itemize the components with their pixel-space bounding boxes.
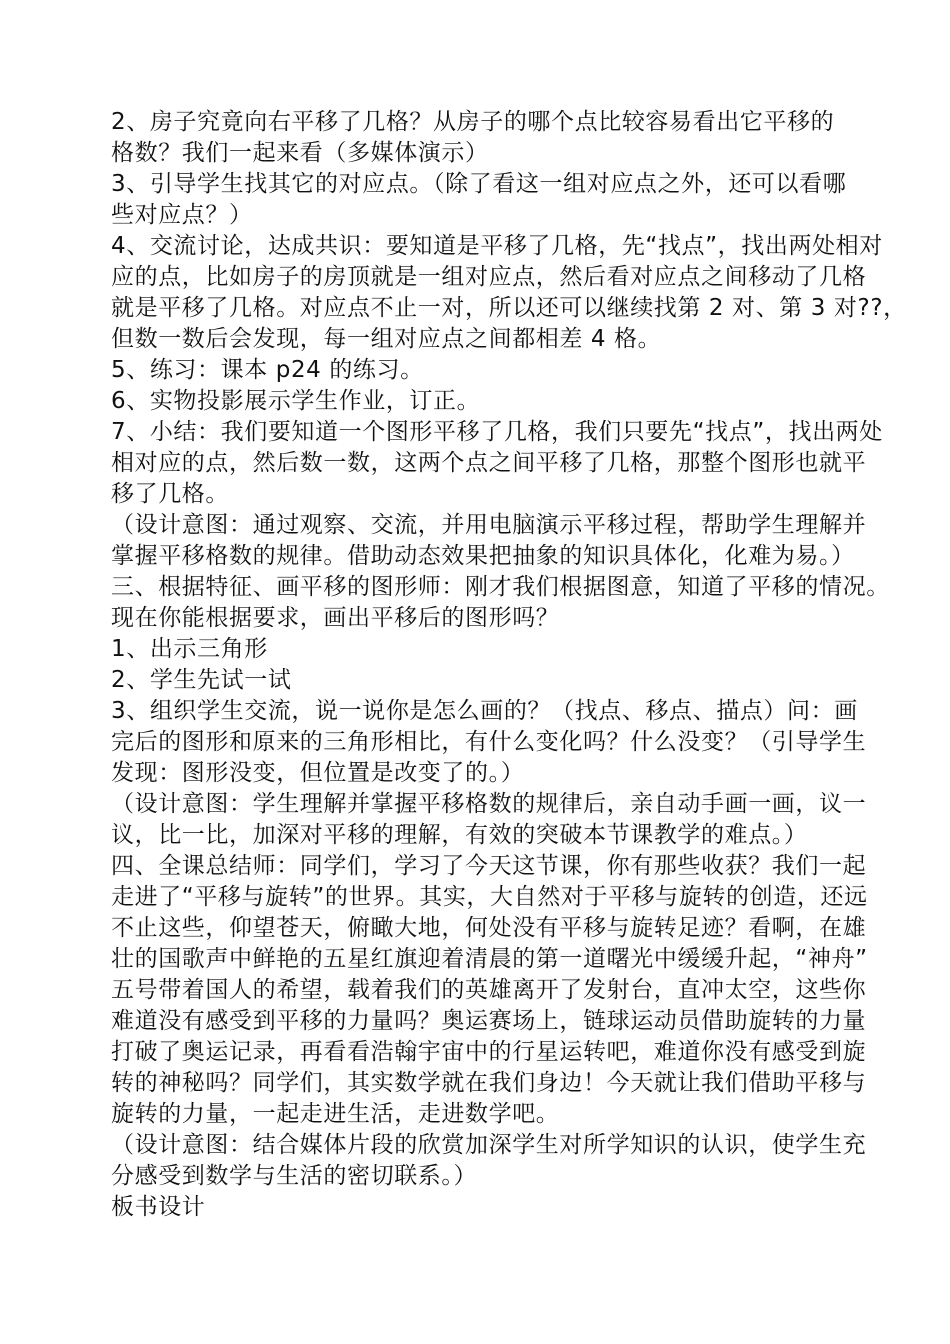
text-line: 转的神秘吗？同学们，其实数学就在我们身边！今天就让我们借助平移与 xyxy=(111,1070,867,1096)
text-line: （设计意图：结合媒体片段的欣赏加深学生对所学知识的认识，使学生充 xyxy=(111,1132,867,1158)
text-line: 四、全课总结师：同学们，学习了今天这节课，你有那些收获？我们一起 xyxy=(111,853,867,879)
text-line: 相对应的点，然后数一数，这两个点之间平移了几格，那整个图形也就平 xyxy=(111,450,867,476)
text-line: 2、学生先试一试 xyxy=(111,667,292,693)
text-line: 6、实物投影展示学生作业，订正。 xyxy=(111,388,481,414)
text-line: 五号带着国人的希望，载着我们的英雄离开了发射台，直冲太空，这些你 xyxy=(111,977,867,1003)
text-line: 就是平移了几格。对应点不止一对，所以还可以继续找第 2 对、第 3 对??， xyxy=(111,295,907,321)
text-line: （设计意图：通过观察、交流，并用电脑演示平移过程，帮助学生理解并 xyxy=(111,512,867,538)
text-line: （设计意图：学生理解并掌握平移格数的规律后，亲自动手画一画，议一 xyxy=(111,791,867,817)
document-page xyxy=(111,107,907,1223)
text-line: 完后的图形和原来的三角形相比，有什么变化吗？什么没变？（引导学生 xyxy=(111,729,867,755)
text-line: 分感受到数学与生活的密切联系。） xyxy=(111,1163,478,1189)
text-line: 5、练习：课本 p24 的练习。 xyxy=(111,357,424,383)
text-line: 格数？我们一起来看（多媒体演示） xyxy=(111,140,489,166)
text-line: 壮的国歌声中鲜艳的五星红旗迎着清晨的第一道曙光中缓缓升起，“神舟” xyxy=(111,946,868,972)
text-line: 4、交流讨论，达成共识：要知道是平移了几格，先“找点”，找出两处相对 xyxy=(111,233,883,259)
text-line: 些对应点？） xyxy=(111,202,253,228)
document-body xyxy=(111,107,907,1223)
text-line: 发现：图形没变，但位置是改变了的。） xyxy=(111,760,525,786)
text-line: 1、出示三角形 xyxy=(111,636,268,662)
text-line: 不止这些，仰望苍天，俯瞰大地，何处没有平移与旋转足迹？看啊，在雄 xyxy=(111,915,867,941)
text-line: 旋转的力量，一起走进生活，走进数学吧。 xyxy=(111,1101,560,1127)
text-line: 掌握平移格数的规律。借助动态效果把抽象的知识具体化，化难为易。） xyxy=(111,543,855,569)
text-line: 移了几格。 xyxy=(111,481,229,507)
text-line: 打破了奥运记录，再看看浩翰宇宙中的行星运转吧，难道你没有感受到旋 xyxy=(111,1039,867,1065)
text-line: 但数一数后会发现，每一组对应点之间都相差 4 格。 xyxy=(111,326,662,352)
text-line: 板书设计 xyxy=(111,1194,206,1220)
text-line: 应的点，比如房子的房顶就是一组对应点，然后看对应点之间移动了几格 xyxy=(111,264,867,290)
text-line: 难道没有感受到平移的力量吗？奥运赛场上，链球运动员借助旋转的力量 xyxy=(111,1008,867,1034)
text-line: 走进了“平移与旋转”的世界。其实，大自然对于平移与旋转的创造，还远 xyxy=(111,884,868,910)
text-line: 三、根据特征、画平移的图形师：刚才我们根据图意，知道了平移的情况。 xyxy=(111,574,890,600)
text-line: 现在你能根据要求，画出平移后的图形吗？ xyxy=(111,605,560,631)
text-line: 议，比一比，加深对平移的理解，有效的突破本节课教学的难点。） xyxy=(111,822,808,848)
text-line: 3、组织学生交流，说一说你是怎么画的？（找点、移点、描点）问：画 xyxy=(111,698,858,724)
text-line: 2、房子究竟向右平移了几格？从房子的哪个点比较容易看出它平移的 xyxy=(111,109,835,135)
text-line: 7、小结：我们要知道一个图形平移了几格，我们只要先“找点”，找出两处 xyxy=(111,419,883,445)
text-line: 3、引导学生找其它的对应点。（除了看这一组对应点之外，还可以看哪 xyxy=(111,171,847,197)
